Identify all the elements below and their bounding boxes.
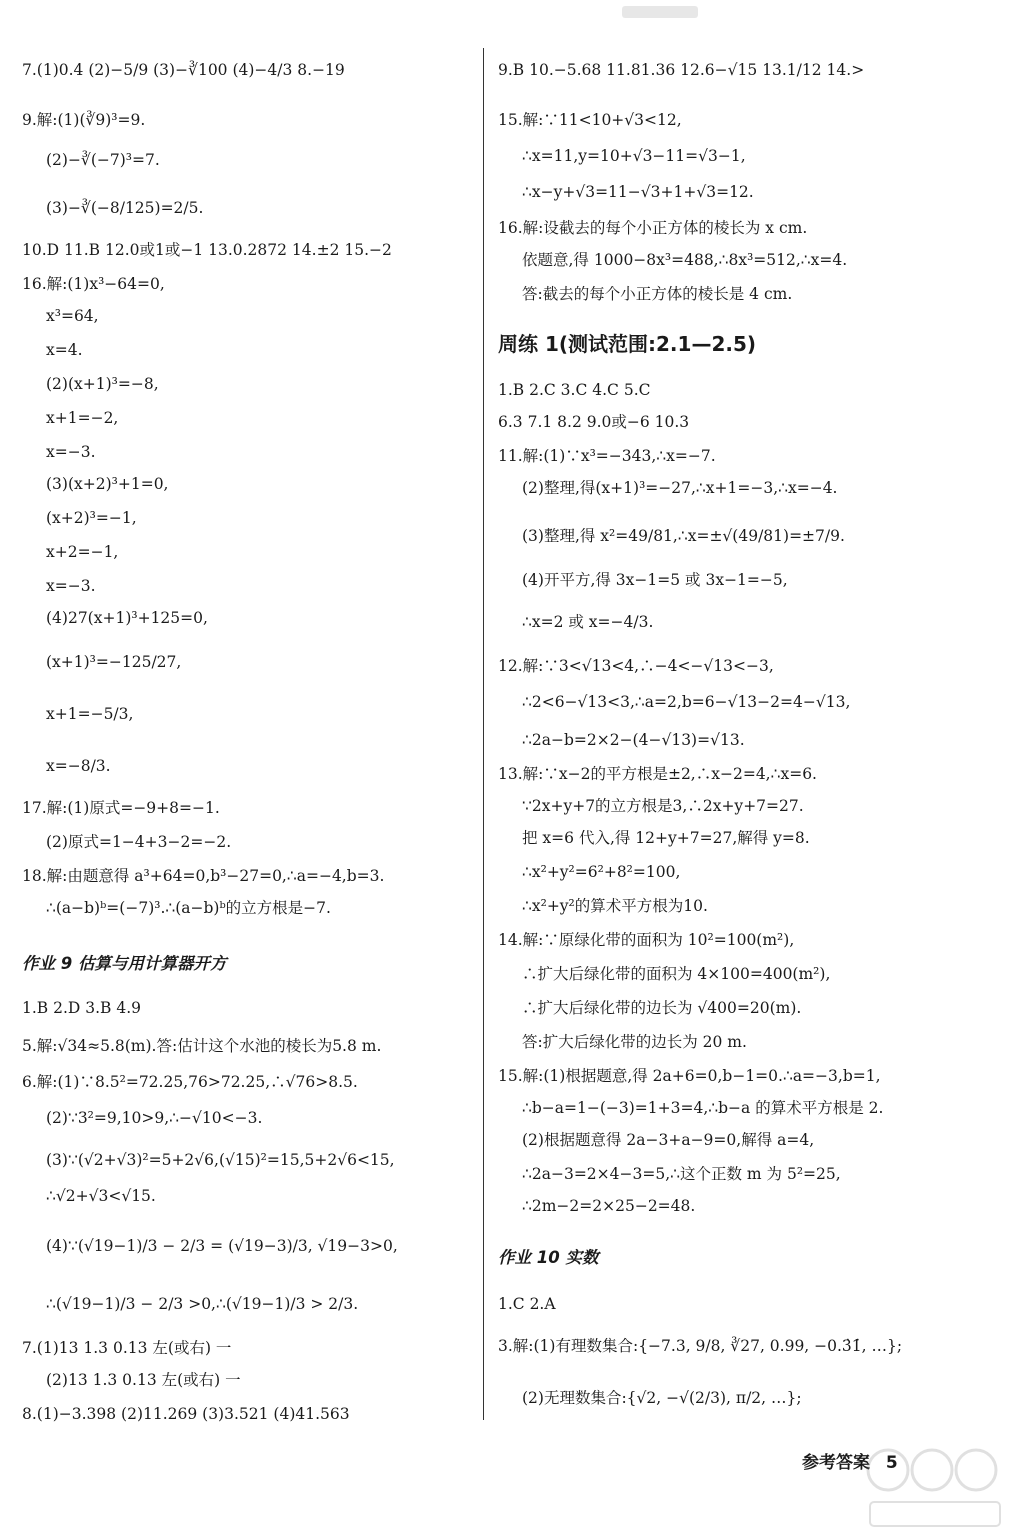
answer-line: (2)整理,得(x+1)³=−27,∴x+1=−3,∴x=−4.	[522, 479, 838, 497]
answer-line: ∴2a−b=2×2−(4−√13)=√13.	[522, 731, 745, 749]
column-divider	[483, 48, 484, 1420]
answer-line: 17.解:(1)原式=−9+8=−1.	[22, 799, 220, 817]
answer-line: ∴√2+√3<√15.	[46, 1187, 156, 1205]
answer-line: 12.解:∵3<√13<4,∴−4<−√13<−3,	[498, 657, 774, 675]
answer-line: 7.(1)13 1.3 0.13 左(或右) 一	[22, 1339, 232, 1357]
answer-line: ∴x=2 或 x=−4/3.	[522, 613, 654, 631]
answer-line: 13.解:∵x−2的平方根是±2,∴x−2=4,∴x=6.	[498, 765, 817, 783]
answer-line: (2)−∛(−7)³=7.	[46, 151, 160, 169]
answer-line: 9.B 10.−5.68 11.81.36 12.6−√15 13.1/12 14.>	[498, 61, 865, 79]
answer-line: ∴x=11,y=10+√3−11=√3−1,	[522, 147, 746, 165]
answer-line: ∴x²+y²=6²+8²=100,	[522, 863, 681, 881]
top-watermark	[620, 4, 700, 20]
answer-line: (3)∵(√2+√3)²=5+2√6,(√15)²=15,5+2√6<15,	[46, 1151, 395, 1169]
answer-line: x³=64,	[46, 307, 99, 325]
answer-line: 答:截去的每个小正方体的棱长是 4 cm.	[522, 285, 793, 303]
answer-line: 答:扩大后绿化带的边长为 20 m.	[522, 1033, 747, 1051]
watermark-logo	[860, 1440, 1010, 1536]
answer-line: (x+2)³=−1,	[46, 509, 137, 527]
answer-line: 18.解:由题意得 a³+64=0,b³−27=0,∴a=−4,b=3.	[22, 867, 385, 885]
answer-line: x+1=−5/3,	[46, 705, 134, 723]
answer-line: ∴x²+y²的算术平方根为10.	[522, 897, 708, 915]
answer-line: (2)原式=1−4+3−2=−2.	[46, 833, 232, 851]
answer-line: ∴(a−b)ᵇ=(−7)³.∴(a−b)ᵇ的立方根是−7.	[46, 899, 331, 917]
section-heading-assignment-10: 作业 10 实数	[498, 1248, 599, 1267]
answer-line: 把 x=6 代入,得 12+y+7=27,解得 y=8.	[522, 829, 810, 847]
answer-line: ∴x−y+√3=11−√3+1+√3=12.	[522, 183, 754, 201]
answer-line: 7.(1)0.4 (2)−5/9 (3)−∛100 (4)−4/3 8.−19	[22, 61, 345, 79]
answer-line: (3)整理,得 x²=49/81,∴x=±√(49/81)=±7/9.	[522, 527, 845, 545]
answer-line: 16.解:设截去的每个小正方体的棱长为 x cm.	[498, 219, 808, 237]
answer-line: (2)∵3²=9,10>9,∴−√10<−3.	[46, 1109, 263, 1127]
answer-line: x=−3.	[46, 577, 96, 595]
answer-line: 15.解:(1)根据题意,得 2a+6=0,b−1=0.∴a=−3,b=1,	[498, 1067, 881, 1085]
answer-line: (2)根据题意得 2a−3+a−9=0,解得 a=4,	[522, 1131, 815, 1149]
answer-line: ∴2m−2=2×25−2=48.	[522, 1197, 696, 1215]
answer-line: 15.解:∵11<10+√3<12,	[498, 111, 682, 129]
page-number: 5	[885, 1453, 898, 1473]
answer-line: x=4.	[46, 341, 83, 359]
answer-line: (4)∵(√19−1)/3 − 2/3 = (√19−3)/3, √19−3>0,	[46, 1237, 398, 1255]
answer-line: 8.(1)−3.398 (2)11.269 (3)3.521 (4)41.563	[22, 1405, 350, 1423]
answer-line: 6.3 7.1 8.2 9.0或−6 10.3	[498, 413, 690, 431]
answer-line: (2)(x+1)³=−8,	[46, 375, 159, 393]
answer-line: x=−8/3.	[46, 757, 111, 775]
footer-label: 参考答案	[802, 1453, 870, 1473]
answer-line: x=−3.	[46, 443, 96, 461]
answer-line: 1.C 2.A	[498, 1295, 556, 1313]
answer-line: (4)27(x+1)³+125=0,	[46, 609, 208, 627]
answer-line: ∴2a−3=2×4−3=5,∴这个正数 m 为 5²=25,	[522, 1165, 841, 1183]
answer-line: 16.解:(1)x³−64=0,	[22, 275, 165, 293]
answer-line: 3.解:(1)有理数集合:{−7.3, 9/8, ∛27, 0.99, −0.3̇1̇, …};	[498, 1337, 903, 1355]
section-heading-weekly-practice-1: 周练 1(测试范围:2.1—2.5)	[498, 332, 757, 356]
answer-line: ∴2<6−√13<3,∴a=2,b=6−√13−2=4−√13,	[522, 693, 851, 711]
answer-line: (x+1)³=−125/27,	[46, 653, 182, 671]
answer-line: ∵2x+y+7的立方根是3,∴2x+y+7=27.	[522, 797, 804, 815]
answer-line: 依题意,得 1000−8x³=488,∴8x³=512,∴x=4.	[522, 251, 848, 269]
answer-line: 1.B 2.D 3.B 4.9	[22, 999, 142, 1017]
answer-line: (2)无理数集合:{√2, −√(2/3), π/2, …};	[522, 1389, 802, 1407]
answer-line: (2)13 1.3 0.13 左(或右) 一	[46, 1371, 241, 1389]
answer-line: x+2=−1,	[46, 543, 119, 561]
answer-line: ∴b−a=1−(−3)=1+3=4,∴b−a 的算术平方根是 2.	[522, 1099, 884, 1117]
answer-line: (3)(x+2)³+1=0,	[46, 475, 169, 493]
answer-line: 5.解:√34≈5.8(m).答:估计这个水池的棱长为5.8 m.	[22, 1037, 382, 1055]
answer-line: 6.解:(1)∵8.5²=72.25,76>72.25,∴√76>8.5.	[22, 1073, 358, 1091]
answer-line: 9.解:(1)(∛9)³=9.	[22, 111, 146, 129]
answer-line: ∴扩大后绿化带的面积为 4×100=400(m²),	[522, 965, 831, 983]
answer-line: ∴扩大后绿化带的边长为 √400=20(m).	[522, 999, 802, 1017]
answer-line: (3)−∛(−8/125)=2/5.	[46, 199, 204, 217]
answer-line: 1.B 2.C 3.C 4.C 5.C	[498, 381, 651, 399]
section-heading-assignment-9: 作业 9 估算与用计算器开方	[22, 954, 227, 973]
answer-line: 14.解:∵原绿化带的面积为 10²=100(m²),	[498, 931, 795, 949]
answer-line: ∴(√19−1)/3 − 2/3 >0,∴(√19−1)/3 > 2/3.	[46, 1295, 359, 1313]
answer-line: x+1=−2,	[46, 409, 119, 427]
answer-line: 11.解:(1)∵x³=−343,∴x=−7.	[498, 447, 716, 465]
answer-line: (4)开平方,得 3x−1=5 或 3x−1=−5,	[522, 571, 788, 589]
answer-line: 10.D 11.B 12.0或1或−1 13.0.2872 14.±2 15.−2	[22, 241, 392, 259]
